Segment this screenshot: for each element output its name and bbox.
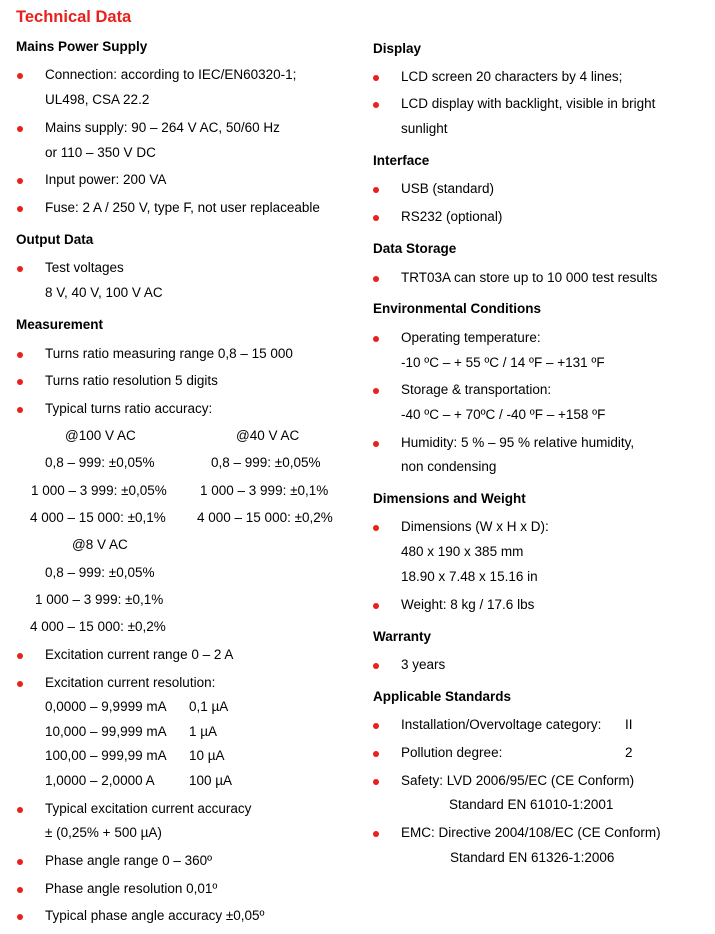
list-item-storage-temp: Storage & transportation: bbox=[401, 382, 552, 397]
list-item-emc-cont: Standard EN 61326-1:2006 bbox=[450, 850, 615, 865]
list-item-phase-range: Phase angle range 0 – 360º bbox=[45, 853, 213, 868]
list-item-humidity: Humidity: 5 % – 95 % relative humidity, bbox=[401, 435, 635, 450]
list-item-storage-capacity: TRT03A can store up to 10 000 test results bbox=[401, 270, 658, 285]
section-heading-interface: Interface bbox=[373, 153, 430, 168]
list-item-connection: Connection: according to IEC/EN60320-1; bbox=[45, 67, 297, 82]
list-item-pollution: Pollution degree: bbox=[401, 745, 503, 760]
accuracy-8v-row: 4 000 – 15 000: ±0,2% bbox=[30, 619, 166, 634]
accuracy-100v-row: 1 000 – 3 999: ±0,05% bbox=[31, 483, 167, 498]
excitation-resolution-cell: 1 µA bbox=[189, 724, 218, 739]
section-heading-environment: Environmental Conditions bbox=[373, 301, 542, 316]
installation-value: II bbox=[625, 717, 633, 732]
list-item-emc: EMC: Directive 2004/108/EC (CE Conform) bbox=[401, 825, 661, 840]
list-item-mains-supply-cont: or 110 – 350 V DC bbox=[45, 145, 156, 160]
accuracy-40v-row: 4 000 – 15 000: ±0,2% bbox=[197, 510, 333, 525]
list-item-excitation-resolution: Excitation current resolution: bbox=[45, 675, 216, 690]
list-item-test-voltages: Test voltages bbox=[45, 260, 124, 275]
list-item-turns-range: Turns ratio measuring range 0,8 – 15 000 bbox=[45, 346, 293, 361]
accuracy-40v-label: @40 V AC bbox=[236, 428, 300, 443]
section-heading-storage: Data Storage bbox=[373, 241, 457, 256]
list-item-safety: Safety: LVD 2006/95/EC (CE Conform) bbox=[401, 773, 635, 788]
list-item-excitation-accuracy: Typical excitation current accuracy bbox=[45, 801, 252, 816]
list-item-safety-cont: Standard EN 61010-1:2001 bbox=[449, 797, 614, 812]
list-item-installation: Installation/Overvoltage category: bbox=[401, 717, 602, 732]
list-item-fuse: Fuse: 2 A / 250 V, type F, not user replaceable bbox=[45, 200, 320, 215]
list-item-test-voltages-cont: 8 V, 40 V, 100 V AC bbox=[45, 285, 163, 300]
accuracy-40v-row: 1 000 – 3 999: ±0,1% bbox=[200, 483, 329, 498]
accuracy-100v-label: @100 V AC bbox=[65, 428, 136, 443]
list-item-phase-resolution: Phase angle resolution 0,01º bbox=[45, 881, 218, 896]
list-item-excitation-range: Excitation current range 0 – 2 A bbox=[45, 647, 234, 662]
list-item-excitation-accuracy-cont: ± (0,25% + 500 µA) bbox=[45, 825, 162, 840]
section-heading-dimensions: Dimensions and Weight bbox=[373, 491, 526, 506]
list-item-warranty: 3 years bbox=[401, 657, 446, 672]
excitation-range-cell: 10,000 – 99,999 mA bbox=[45, 724, 167, 739]
list-item-dimensions-in: 18.90 x 7.48 x 15.16 in bbox=[401, 569, 538, 584]
list-item-backlight: LCD display with backlight, visible in bright bbox=[401, 96, 656, 111]
accuracy-40v-row: 0,8 – 999: ±0,05% bbox=[211, 455, 321, 470]
list-item-lcd: LCD screen 20 characters by 4 lines; bbox=[401, 69, 623, 84]
list-item-operating-temp-cont: -10 ºC – + 55 ºC / 14 ºF – +131 ºF bbox=[401, 355, 605, 370]
pollution-value: 2 bbox=[625, 745, 633, 760]
list-item-weight: Weight: 8 kg / 17.6 lbs bbox=[401, 597, 535, 612]
list-item-operating-temp: Operating temperature: bbox=[401, 330, 541, 345]
list-item-humidity-cont: non condensing bbox=[401, 459, 497, 474]
list-item-connection-cont: UL498, CSA 22.2 bbox=[45, 92, 150, 107]
section-heading-measurement: Measurement bbox=[16, 317, 104, 332]
list-item-turns-accuracy: Typical turns ratio accuracy: bbox=[45, 401, 213, 416]
list-item-backlight-cont: sunlight bbox=[401, 121, 448, 136]
list-item-usb: USB (standard) bbox=[401, 181, 495, 196]
excitation-range-cell: 100,00 – 999,99 mA bbox=[45, 748, 167, 763]
accuracy-100v-row: 0,8 – 999: ±0,05% bbox=[45, 455, 155, 470]
section-heading-warranty: Warranty bbox=[373, 629, 432, 644]
list-item-mains-supply: Mains supply: 90 – 264 V AC, 50/60 Hz bbox=[45, 120, 280, 135]
list-item-dimensions-mm: 480 x 190 x 385 mm bbox=[401, 544, 524, 559]
list-item-phase-accuracy: Typical phase angle accuracy ±0,05º bbox=[45, 908, 265, 923]
excitation-resolution-cell: 10 µA bbox=[189, 748, 225, 763]
list-item-storage-temp-cont: -40 ºC – + 70ºC / -40 ºF – +158 ºF bbox=[401, 407, 606, 422]
accuracy-100v-row: 4 000 – 15 000: ±0,1% bbox=[30, 510, 166, 525]
section-heading-display: Display bbox=[373, 41, 422, 56]
accuracy-8v-row: 0,8 – 999: ±0,05% bbox=[45, 565, 155, 580]
accuracy-8v-row: 1 000 – 3 999: ±0,1% bbox=[35, 592, 164, 607]
list-item-input-power: Input power: 200 VA bbox=[45, 172, 167, 187]
excitation-resolution-cell: 100 µA bbox=[189, 773, 233, 788]
excitation-range-cell: 0,0000 – 9,9999 mA bbox=[45, 699, 167, 714]
page-title: Technical Data bbox=[16, 8, 132, 26]
list-item-turns-resolution: Turns ratio resolution 5 digits bbox=[45, 373, 218, 388]
list-item-rs232: RS232 (optional) bbox=[401, 209, 503, 224]
section-heading-standards: Applicable Standards bbox=[373, 689, 512, 704]
accuracy-8v-label: @8 V AC bbox=[72, 537, 128, 552]
section-heading-mains: Mains Power Supply bbox=[16, 39, 148, 54]
excitation-range-cell: 1,0000 – 2,0000 A bbox=[45, 773, 155, 788]
section-heading-output: Output Data bbox=[16, 232, 94, 247]
list-item-dimensions: Dimensions (W x H x D): bbox=[401, 519, 549, 534]
excitation-resolution-cell: 0,1 µA bbox=[189, 699, 229, 714]
